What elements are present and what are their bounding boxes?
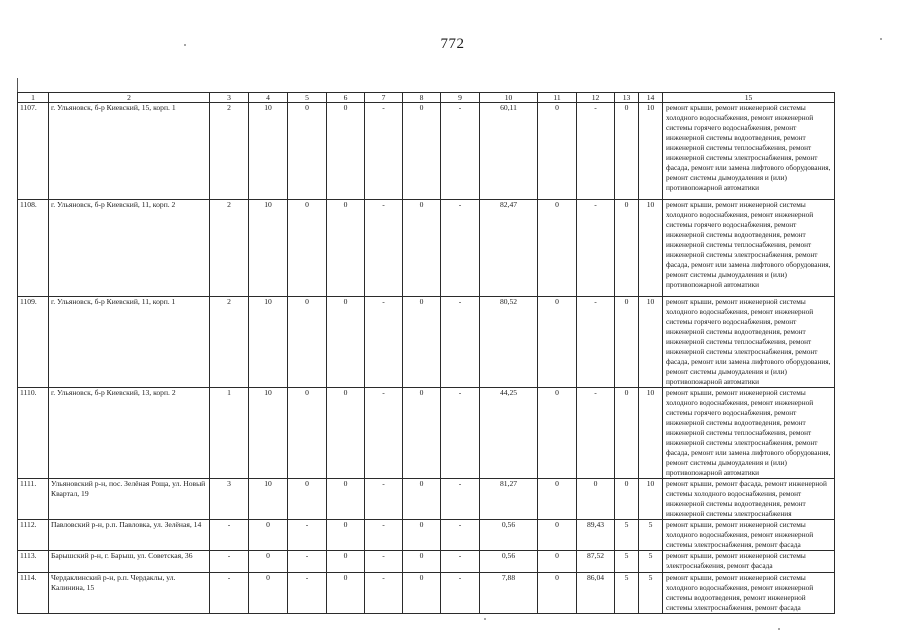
table-cell: 5 <box>639 551 663 573</box>
table-cell: 0 <box>538 388 577 479</box>
scan-speck <box>184 44 186 46</box>
address-cell: Чердаклинский р-н, р.п. Чердаклы, ул. Калинина, 15 <box>49 573 210 614</box>
table-cell: 10 <box>249 103 288 200</box>
works-cell: ремонт крыши, ремонт инженерной системы холодного водоснабжения, ремонт инженерной системы горячего водоснабжения, ремонт инженерной системы водоотведения, ремонт инженерной системы теплоснабжения, ремонт инженерной системы электроснабжения, ремонт фасада, ремонт или замена лифтового оборудования, ремонт системы дымоудаления и (или) противопожарной автоматики <box>663 103 835 200</box>
table-cell: 0 <box>615 388 639 479</box>
table-row <box>18 520 835 551</box>
column-header: 1 <box>18 93 49 103</box>
table-cell: 0 <box>327 573 365 614</box>
table-cell: - <box>577 388 615 479</box>
table-cell: - <box>365 388 403 479</box>
column-header: 13 <box>615 93 639 103</box>
table-cell: - <box>441 200 480 297</box>
works-cell: ремонт крыши, ремонт инженерной системы холодного водоснабжения, ремонт инженерной системы горячего водоснабжения, ремонт инженерной системы водоотведения, ремонт инженерной системы теплоснабжения, ремонт инженерной системы электроснабжения, ремонт фасада, ремонт или замена лифтового оборудования, ремонт системы дымоудаления и (или) противопожарной автоматики <box>663 200 835 297</box>
table-cell: 5 <box>615 551 639 573</box>
table-cell: 3 <box>210 479 249 520</box>
table-cell: - <box>577 103 615 200</box>
row-number: 1110. <box>18 388 49 479</box>
table-cell: - <box>365 520 403 551</box>
column-header: 2 <box>49 93 210 103</box>
address-cell: г. Ульяновск, б-р Киевский, 15, корп. 1 <box>49 103 210 200</box>
table-cell: 81,27 <box>480 479 538 520</box>
table-cell: 0 <box>403 573 441 614</box>
table-cell: 0 <box>538 297 577 388</box>
column-header: 6 <box>327 93 365 103</box>
column-header: 5 <box>288 93 327 103</box>
table-cell: - <box>288 520 327 551</box>
table-cell: - <box>210 551 249 573</box>
table-cell: 0 <box>538 551 577 573</box>
table-cell: 0 <box>327 520 365 551</box>
table-cell: 89,43 <box>577 520 615 551</box>
table-cell: - <box>210 573 249 614</box>
table-cell: 60,11 <box>480 103 538 200</box>
table-cell: 5 <box>639 520 663 551</box>
table-cell: 0 <box>288 479 327 520</box>
table-cell: 10 <box>639 297 663 388</box>
column-header: 8 <box>403 93 441 103</box>
table-cell: 0 <box>577 479 615 520</box>
table-cell: - <box>441 388 480 479</box>
column-header: 15 <box>663 93 835 103</box>
row-number: 1113. <box>18 551 49 573</box>
table-cell: 0 <box>288 103 327 200</box>
address-cell: Павловский р-н, р.п. Павловка, ул. Зелёная, 14 <box>49 520 210 551</box>
table-cell: 0 <box>327 551 365 573</box>
table-cell: - <box>365 551 403 573</box>
works-cell: ремонт крыши, ремонт инженерной системы холодного водоснабжения, ремонт инженерной системы водоотведения, ремонт инженерной системы электроснабжения, ремонт фасада <box>663 573 835 614</box>
table-cell: 0 <box>403 388 441 479</box>
table-cell: 5 <box>639 573 663 614</box>
table-cell: 86,04 <box>577 573 615 614</box>
table-cell: 0 <box>403 200 441 297</box>
address-cell: Ульяновский р-н, пос. Зелёная Роща, ул. Новый Квартал, 19 <box>49 479 210 520</box>
table-cell: - <box>288 573 327 614</box>
table-cell: 82,47 <box>480 200 538 297</box>
table-cell: 2 <box>210 103 249 200</box>
column-header: 3 <box>210 93 249 103</box>
page-number: 772 <box>440 36 465 52</box>
scan-speck <box>778 628 780 630</box>
table-cell: 10 <box>639 479 663 520</box>
column-header: 11 <box>538 93 577 103</box>
address-cell: г. Ульяновск, б-р Киевский, 13, корп. 2 <box>49 388 210 479</box>
table-cell: - <box>365 200 403 297</box>
scan-speck <box>880 38 882 40</box>
table-cell: 10 <box>249 200 288 297</box>
table-cell: 1 <box>210 388 249 479</box>
row-number: 1109. <box>18 297 49 388</box>
table-cell: 0,56 <box>480 551 538 573</box>
column-header: 14 <box>639 93 663 103</box>
row-number: 1112. <box>18 520 49 551</box>
table-cell: 0 <box>538 103 577 200</box>
works-cell: ремонт крыши, ремонт инженерной системы холодного водоснабжения, ремонт инженерной системы горячего водоснабжения, ремонт инженерной системы водоотведения, ремонт инженерной системы теплоснабжения, ремонт инженерной системы электроснабжения, ремонт фасада, ремонт или замена лифтового оборудования, ремонт системы дымоудаления и (или) противопожарной автоматики <box>663 388 835 479</box>
works-cell: ремонт крыши, ремонт фасада, ремонт инженерной системы холодного водоснабжения, ремонт инженерной системы водоотведения, ремонт инженерной системы электроснабжения <box>663 479 835 520</box>
table-row <box>18 479 835 520</box>
table-cell: 0 <box>403 551 441 573</box>
table-cell: 10 <box>639 200 663 297</box>
table-cell: - <box>577 297 615 388</box>
table-row <box>18 388 835 479</box>
table-cell: 0,56 <box>480 520 538 551</box>
table-row <box>18 103 835 200</box>
column-header: 10 <box>480 93 538 103</box>
table-cell: 5 <box>615 520 639 551</box>
row-number: 1108. <box>18 200 49 297</box>
table-cell: 0 <box>538 479 577 520</box>
row-number: 1111. <box>18 479 49 520</box>
table-row <box>18 200 835 297</box>
table-cell: 0 <box>327 297 365 388</box>
table-cell: 10 <box>249 479 288 520</box>
table-cell: - <box>441 551 480 573</box>
works-cell: ремонт крыши, ремонт инженерной системы холодного водоснабжения, ремонт инженерной системы горячего водоснабжения, ремонт инженерной системы водоотведения, ремонт инженерной системы теплоснабжения, ремонт инженерной системы электроснабжения, ремонт фасада, ремонт или замена лифтового оборудования, ремонт системы дымоудаления и (или) противопожарной автоматики <box>663 297 835 388</box>
works-cell: ремонт крыши, ремонт инженерной системы холодного водоснабжения, ремонт инженерной системы электроснабжения, ремонт фасада <box>663 520 835 551</box>
table-cell: - <box>288 551 327 573</box>
table-cell: 0 <box>288 388 327 479</box>
table-cell: 10 <box>249 297 288 388</box>
column-header: 9 <box>441 93 480 103</box>
table-cell: - <box>441 573 480 614</box>
table-cell: - <box>441 297 480 388</box>
table-cell: 87,52 <box>577 551 615 573</box>
table-cell: - <box>441 103 480 200</box>
table-cell: 5 <box>615 573 639 614</box>
table-cell: 0 <box>538 573 577 614</box>
table-cell: 0 <box>327 103 365 200</box>
table-cell: 0 <box>249 520 288 551</box>
table-cell: 0 <box>327 388 365 479</box>
table-cell: - <box>441 479 480 520</box>
table-row <box>18 551 835 573</box>
repair-program-table <box>17 92 835 614</box>
table-cell: 0 <box>615 297 639 388</box>
column-header: 4 <box>249 93 288 103</box>
table-cell: 0 <box>288 297 327 388</box>
address-cell: Барышский р-н, г. Барыш, ул. Советская, 36 <box>49 551 210 573</box>
table-cell: 0 <box>249 551 288 573</box>
table-cell: 0 <box>615 479 639 520</box>
column-number-row <box>18 93 835 103</box>
binding-line <box>17 78 18 92</box>
table-cell: 2 <box>210 297 249 388</box>
table-cell: 10 <box>639 388 663 479</box>
table-cell: - <box>365 103 403 200</box>
table-cell: - <box>365 573 403 614</box>
table-cell: 7,88 <box>480 573 538 614</box>
table-cell: 0 <box>538 200 577 297</box>
row-number: 1107. <box>18 103 49 200</box>
table-cell: 0 <box>403 297 441 388</box>
table-cell: - <box>365 297 403 388</box>
row-number: 1114. <box>18 573 49 614</box>
table-cell: 2 <box>210 200 249 297</box>
table-cell: 0 <box>249 573 288 614</box>
table-cell: - <box>577 200 615 297</box>
table-cell: 0 <box>403 103 441 200</box>
table-cell: 0 <box>538 520 577 551</box>
column-header: 7 <box>365 93 403 103</box>
table-cell: 0 <box>288 200 327 297</box>
table-row <box>18 297 835 388</box>
table-cell: 44,25 <box>480 388 538 479</box>
table-cell: 10 <box>249 388 288 479</box>
table-cell: - <box>365 479 403 520</box>
column-header: 12 <box>577 93 615 103</box>
table-row <box>18 573 835 614</box>
table-cell: 0 <box>403 479 441 520</box>
table-cell: 0 <box>327 200 365 297</box>
table-cell: - <box>441 520 480 551</box>
address-cell: г. Ульяновск, б-р Киевский, 11, корп. 2 <box>49 200 210 297</box>
table-cell: 10 <box>639 103 663 200</box>
table-cell: 0 <box>403 520 441 551</box>
address-cell: г. Ульяновск, б-р Киевский, 11, корп. 1 <box>49 297 210 388</box>
works-cell: ремонт крыши, ремонт инженерной системы электроснабжения, ремонт фасада <box>663 551 835 573</box>
table-cell: - <box>210 520 249 551</box>
table-cell: 80,52 <box>480 297 538 388</box>
table-cell: 0 <box>615 103 639 200</box>
scan-speck <box>484 618 486 620</box>
table-cell: 0 <box>327 479 365 520</box>
table-cell: 0 <box>615 200 639 297</box>
